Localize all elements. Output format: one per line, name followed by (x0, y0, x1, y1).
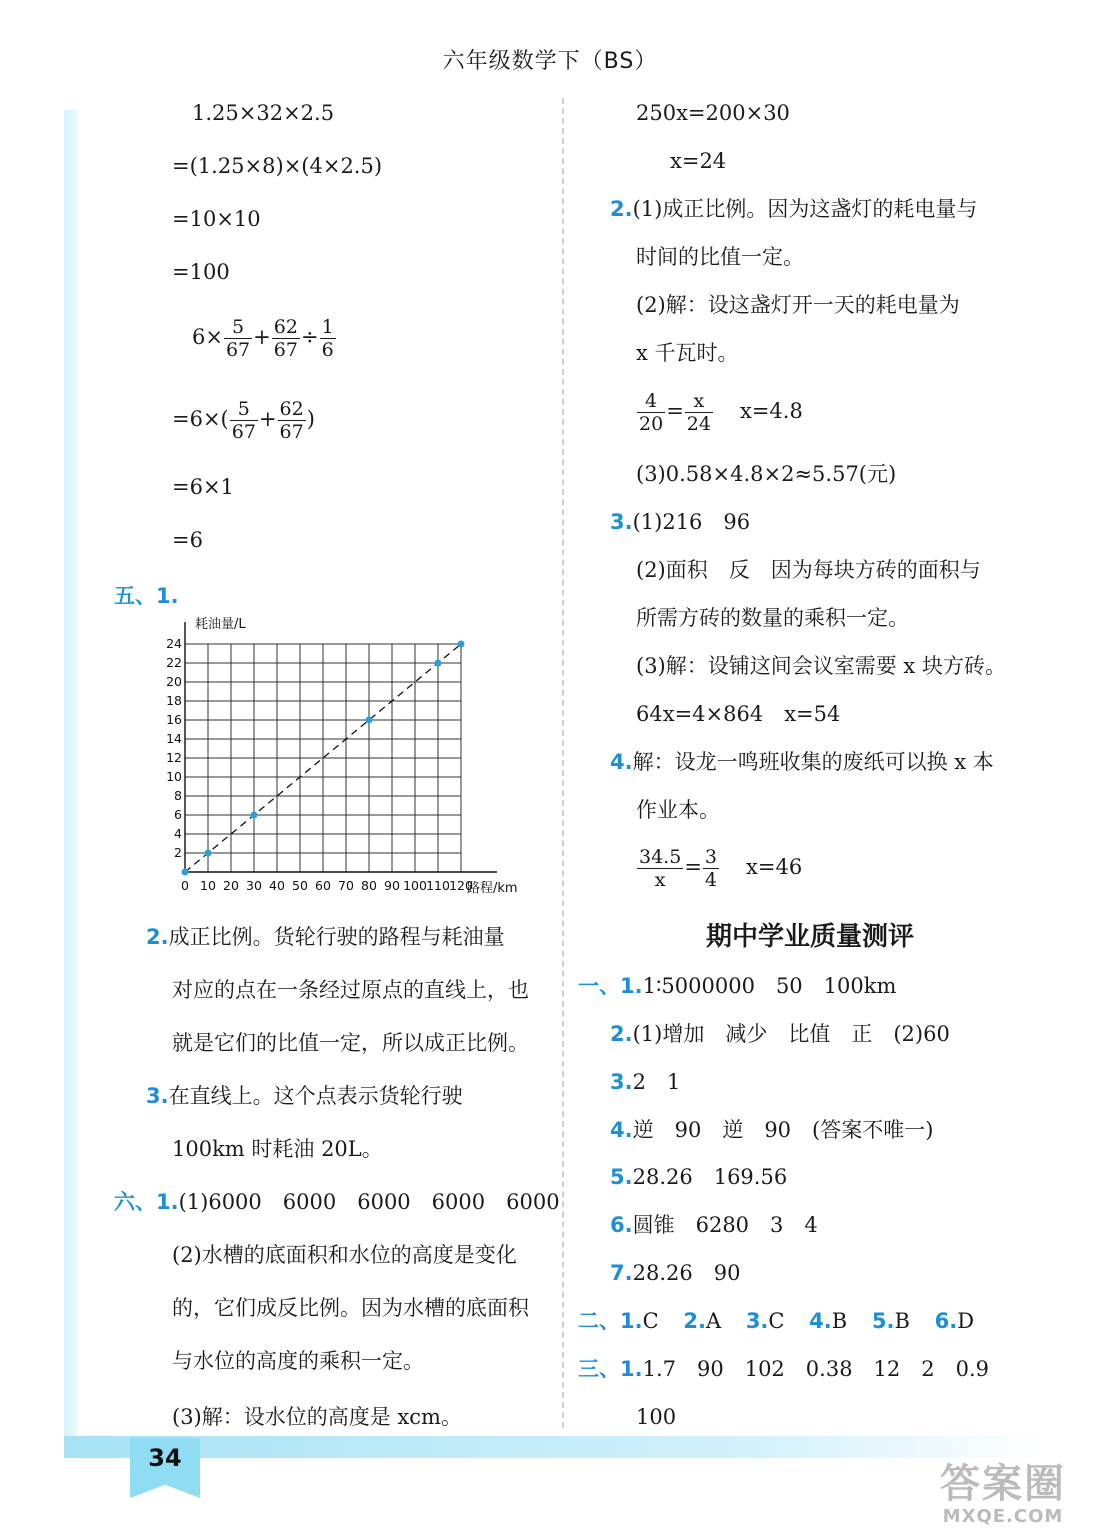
yi-item-7: 7.28.26 90 (610, 1261, 741, 1285)
data-point (205, 850, 212, 857)
yi-item-2: 2.(1)增加 减少 比值 正 (2)60 (610, 1022, 950, 1046)
left-q3-line1: 在直线上。这个点表示货轮行驶 (168, 1084, 463, 1108)
calc1-line1: 1.25×32×2.5 (192, 101, 335, 125)
section-er: 二、1.C 2.A 3.C 4.B 5.B 6.D (578, 1309, 975, 1333)
right-q4-line2: 作业本。 (636, 798, 720, 822)
right-q4-number: 4. (610, 750, 633, 774)
fraction-1-6: $\frac{1}{6}$ (321, 316, 334, 361)
section-er-label: 二、1. (578, 1309, 643, 1333)
y-tick-label: 18 (166, 693, 182, 708)
x-tick-label: 90 (384, 878, 400, 893)
liu-line2: (2)水槽的底面积和水位的高度是变化 (172, 1243, 517, 1267)
yi-item-3: 3.2 1 (610, 1070, 681, 1094)
section-san-label: 三、1. (578, 1357, 643, 1381)
fraction-62-67-b: $\frac{62}{67}$ (279, 398, 304, 443)
x-tick-label: 100 (403, 878, 427, 893)
fraction-5-67-b: $\frac{5}{67}$ (231, 398, 256, 443)
yi-item-4: 4.逆 90 逆 90 (答案不唯一) (610, 1118, 934, 1142)
right-q2 (610, 196, 977, 222)
right-q4 (610, 749, 994, 775)
yi-item-6: 6.圆锥 6280 3 4 (610, 1213, 818, 1237)
calc2-line1: 6× $\frac{5}{67}$ + $\frac{62}{67}$ ÷ $\frac{1}{6}$ (192, 316, 334, 361)
left-q2-line2: 对应的点在一条经过原点的直线上，也 (172, 978, 529, 1002)
footer-band (64, 1436, 1044, 1458)
left-q2 (146, 924, 505, 950)
san-line1: 1.7 90 102 0.38 12 2 0.9 (642, 1357, 990, 1381)
right-q2-line4: x 千瓦时。 (636, 341, 739, 365)
x-tick-label: 10 (200, 878, 216, 893)
right-q3-line4: (3)解：设铺这间会议室需要 x 块方砖。 (636, 654, 1006, 678)
fraction-62-67: $\frac{62}{67}$ (273, 316, 298, 361)
y-tick-label: 22 (166, 655, 182, 670)
watermark-url: MXQE.COM (942, 1506, 1064, 1527)
data-point-origin (182, 869, 189, 876)
x-tick-label: 20 (223, 878, 239, 893)
right-q2-line3: (2)解：设这盏灯开一天的耗电量为 (636, 293, 960, 317)
liu-line3: 的，它们成反比例。因为水槽的底面积 (172, 1296, 529, 1320)
x-tick-label: 110 (426, 878, 450, 893)
left-margin-band (64, 110, 78, 1450)
calc2-line4: =6 (172, 528, 203, 552)
right-q2-line1: (1)成正比例。因为这盏灯的耗电量与 (632, 197, 978, 221)
right-top-line2: x=24 (670, 149, 727, 173)
y-tick-label: 12 (166, 750, 182, 765)
yi-item-5: 5.28.26 169.56 (610, 1165, 788, 1189)
san-line2: 100 (636, 1405, 677, 1429)
x-tick-label: 120 (449, 878, 473, 893)
right-q3-line3: 所需方砖的数量的乘积一定。 (636, 606, 909, 630)
fraction-x-24: $\frac{x}{24}$ (686, 390, 711, 435)
y-tick-label: 10 (166, 769, 182, 784)
x-tick-label: 60 (315, 878, 331, 893)
watermark (928, 1462, 1078, 1527)
section-liu (114, 1189, 560, 1215)
fuel-distance-chart (165, 580, 560, 895)
calc2-line3: =6×1 (172, 475, 234, 499)
y-tick-label: 20 (166, 674, 182, 689)
y-tick-label: 8 (174, 788, 182, 803)
left-q3 (146, 1083, 463, 1109)
y-tick-label: 24 (166, 636, 182, 651)
y-tick-label: 2 (174, 845, 182, 860)
left-q3-number: 3. (146, 1084, 169, 1108)
right-q3 (610, 509, 750, 535)
y-tick-label: 16 (166, 712, 182, 727)
left-q2-number: 2. (146, 925, 169, 949)
calc1-line4: =100 (172, 260, 230, 284)
section-title-midterm: 期中学业质量测评 (705, 922, 914, 952)
section-san (578, 1356, 989, 1382)
section-wu-label: 五、1. (114, 584, 179, 608)
y-axis-title: 耗油量/L (195, 617, 246, 632)
watermark-logo: 答案圈 (940, 1461, 1066, 1507)
calc1-line3: =10×10 (172, 207, 261, 231)
right-top-line1: 250x=200×30 (636, 101, 790, 125)
left-q2-line1: 成正比例。货轮行驶的路程与耗油量 (168, 925, 505, 949)
right-q4-line1: 解：设龙一鸣班收集的废纸可以换 x 本 (632, 750, 994, 774)
page-number: 34 (148, 1444, 182, 1472)
calc1-line2: =(1.25×8)×(4×2.5) (172, 154, 383, 178)
x-tick-label: 0 (181, 878, 189, 893)
y-tick-label: 6 (174, 807, 182, 822)
liu-line1: (1)6000 6000 6000 6000 6000 (178, 1190, 560, 1214)
right-q3-number: 3. (610, 510, 633, 534)
proportion-1: $\frac{4}{20}$ = $\frac{x}{24}$ x=4.8 (639, 390, 803, 435)
data-point (366, 717, 373, 724)
left-q3-line2: 100km 时耗油 20L。 (172, 1137, 383, 1161)
right-q3-line1: (1)216 96 (632, 510, 751, 534)
x-axis-title: 路程/km (467, 881, 518, 895)
fraction-4-20: $\frac{4}{20}$ (639, 390, 664, 435)
x-tick-label: 80 (361, 878, 377, 893)
column-divider (562, 98, 564, 1428)
right-q2-part3: (3)0.58×4.8×2≈5.57(元) (636, 462, 897, 486)
data-point (458, 641, 465, 648)
yi-item-1: 一、1.1∶5000000 50 100km (578, 974, 897, 998)
y-tick-label: 4 (174, 826, 182, 841)
x-tick-label: 50 (292, 878, 308, 893)
x-tick-label: 40 (269, 878, 285, 893)
y-tick-label: 14 (166, 731, 182, 746)
page-header: 六年级数学下（BS） (442, 49, 658, 74)
data-point (435, 660, 442, 667)
proportion-2: $\frac{34.5}{x}$ = $\frac{3}{4}$ x=46 (639, 846, 803, 891)
fraction-5-67: $\frac{5}{67}$ (225, 316, 251, 361)
section-liu-label: 六、1. (114, 1190, 179, 1214)
fraction-34.5-x: $\frac{34.5}{x}$ (639, 846, 682, 891)
x-tick-label: 70 (338, 878, 354, 893)
data-point (251, 812, 258, 819)
x-tick-label: 30 (246, 878, 262, 893)
left-q2-line3: 就是它们的比值一定，所以成正比例。 (172, 1031, 529, 1055)
liu-line5: (3)解：设水位的高度是 xcm。 (172, 1405, 462, 1429)
right-q3-line2: (2)面积 反 因为每块方砖的面积与 (636, 558, 981, 582)
right-q2-line2: 时间的比值一定。 (636, 245, 804, 269)
right-q2-number: 2. (610, 197, 633, 221)
liu-line4: 与水位的高度的乘积一定。 (172, 1349, 424, 1373)
right-q3-line5: 64x=4×864 x=54 (636, 702, 841, 726)
section-yi-label: 一、1. (578, 974, 643, 998)
calc2-line2: =6×( $\frac{5}{67}$ + $\frac{62}{67}$ ) (172, 398, 315, 443)
fraction-3-4: $\frac{3}{4}$ (704, 846, 718, 891)
